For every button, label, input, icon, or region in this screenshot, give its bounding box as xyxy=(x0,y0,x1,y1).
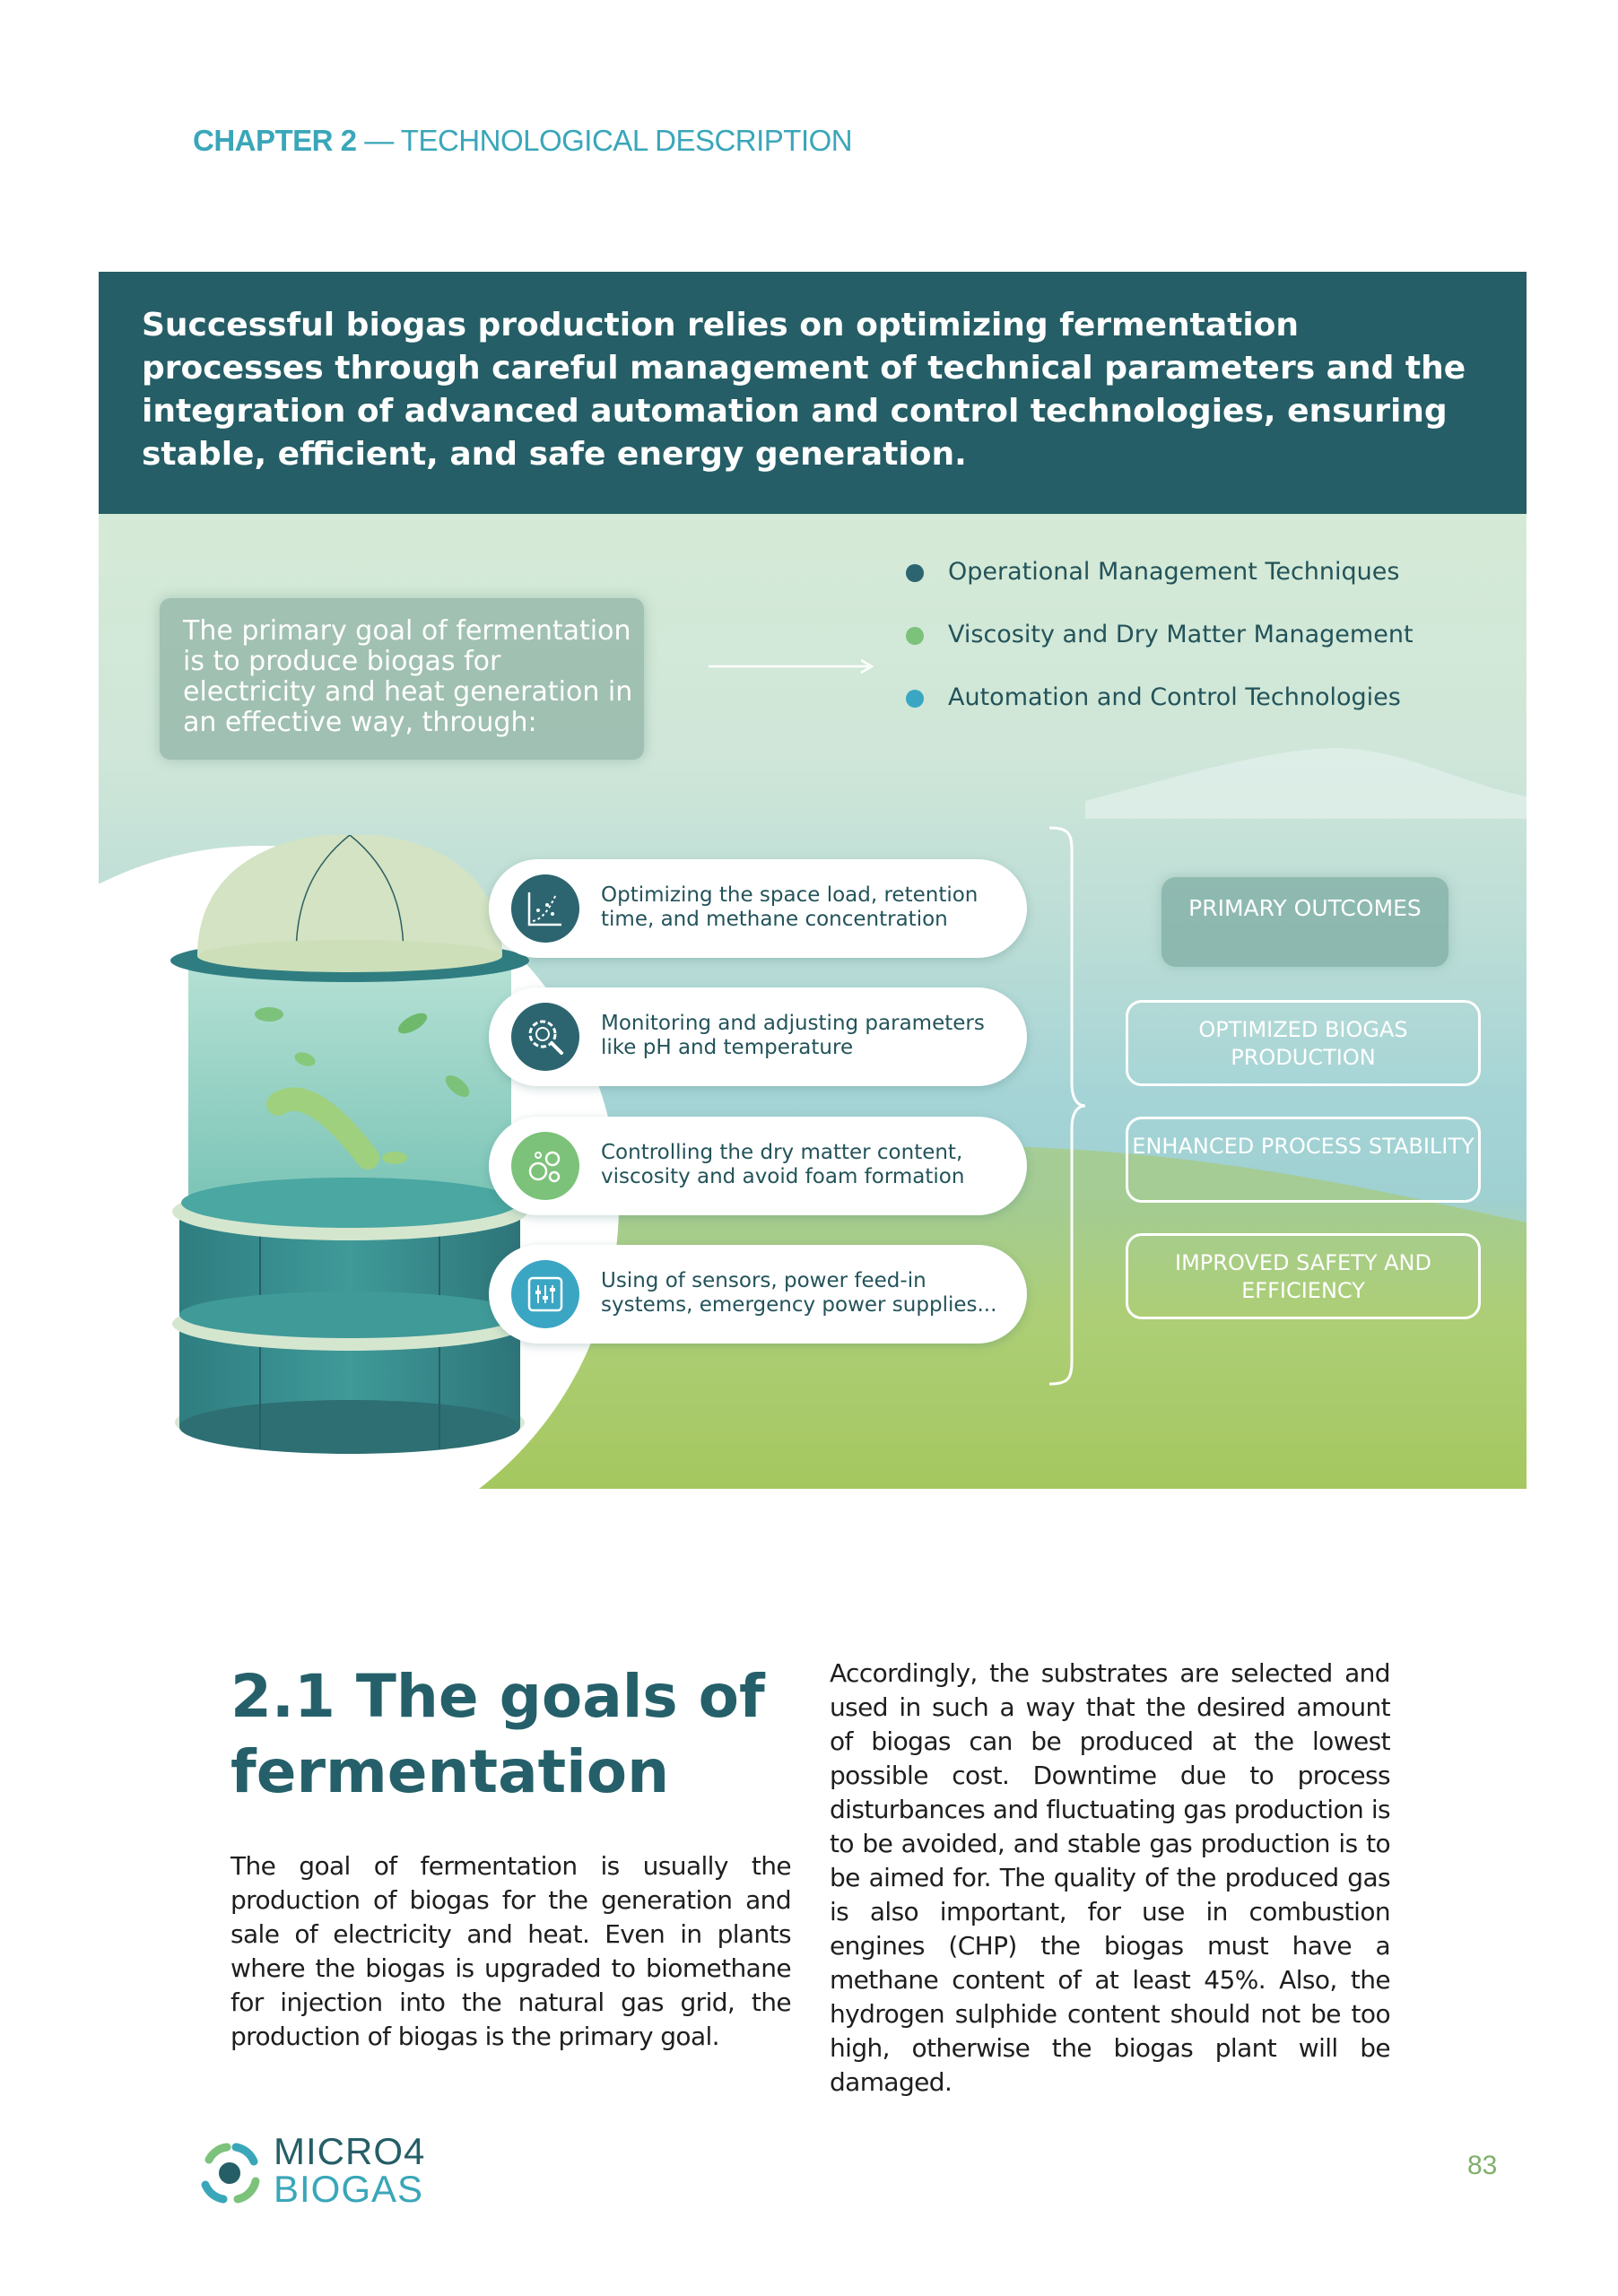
goal-box xyxy=(160,598,644,760)
outcome-safety-efficiency xyxy=(1126,1233,1481,1319)
body-paragraph-2: Accordingly, the substrates are selected and used in such a way that the desired amount of biogas can be produced at the lowest possible cost. Downtime due to process disturbances and fluctuating gas production is to be avoided, and stable gas production is to be aimed for. The quality of the produced gas is also important, for use in combustion engines (CHP) the biogas must have a methane content of at least 45%. Also, the hydrogen sulphide content should not be too high, otherwise the biogas plant will be damaged. xyxy=(830,1658,1390,2097)
logo-mark-icon xyxy=(191,2135,268,2212)
fermentation-infographic xyxy=(99,272,1527,1489)
chapter-label: CHAPTER 2 xyxy=(193,124,357,157)
list-item xyxy=(906,559,1414,622)
outcome-optimized-production xyxy=(1126,1000,1481,1086)
outcome-text: OPTIMIZED BIOGAS PRODUCTION xyxy=(1198,1017,1408,1070)
brace-icon xyxy=(1045,823,1090,1388)
bullet-dot-icon xyxy=(906,627,924,645)
action-text: Using of sensors, power feed-in systems, emergency power supplies... xyxy=(601,1269,997,1317)
infographic-banner xyxy=(99,272,1527,514)
list-item xyxy=(906,684,1414,747)
outcomes-heading-text: PRIMARY OUTCOMES xyxy=(1188,895,1422,921)
bullet-label: Automation and Control Technologies xyxy=(948,683,1401,711)
list-item xyxy=(906,622,1414,684)
outcome-text: ENHANCED PROCESS STABILITY xyxy=(1132,1134,1474,1159)
chapter-separator: — xyxy=(356,124,401,157)
bubbles-icon xyxy=(511,1132,579,1200)
body-paragraph-1: The goal of fermentation is usually the production of biogas for the generation and sale of electricity and heat. Even in plants where the biogas is upgraded to biomethane for injection into the natural gas grid, the production of biogas is the primary goal. xyxy=(231,1851,791,2051)
bullet-label: Viscosity and Dry Matter Management xyxy=(948,621,1414,648)
chart-icon xyxy=(511,874,579,943)
outcome-text: IMPROVED SAFETY AND EFFICIENCY xyxy=(1175,1250,1431,1303)
approach-list xyxy=(906,559,1414,747)
chapter-heading xyxy=(193,124,852,158)
chapter-title: TECHNOLOGICAL DESCRIPTION xyxy=(400,124,853,157)
goal-text: The primary goal of fermentation is to produce biogas for electricity and heat generation in an effective way, through: xyxy=(183,615,633,738)
logo-line-1: MICRO4 xyxy=(274,2130,426,2172)
page-number: 83 xyxy=(1467,2151,1498,2180)
action-text: Monitoring and adjusting parameters like pH and temperature xyxy=(601,1012,985,1059)
action-card-dry-matter xyxy=(489,1117,1027,1215)
action-text: Controlling the dry matter content, viscosity and avoid foam formation xyxy=(601,1141,965,1188)
arrow-right-icon xyxy=(709,657,879,675)
action-card-monitoring xyxy=(489,987,1027,1086)
bullet-dot-icon xyxy=(906,690,924,708)
gear-magnifier-icon xyxy=(511,1003,579,1071)
micro4biogas-logo xyxy=(191,2130,460,2213)
primary-outcomes-heading xyxy=(1161,877,1448,967)
banner-text: Successful biogas production relies on optimizing fermentation processes through careful management of technical parameters and the integration of advanced automation and control technologies, ensuring stable, efficient, and safe energy generation. xyxy=(142,307,1466,473)
control-panel-icon xyxy=(511,1260,579,1328)
outcome-process-stability xyxy=(1126,1117,1481,1203)
section-title: 2.1 The goals of fermentation xyxy=(231,1662,765,1806)
bullet-label: Operational Management Techniques xyxy=(948,558,1400,586)
logo-line-2: BIOGAS xyxy=(274,2168,424,2210)
biogas-digester-illustration xyxy=(161,835,538,1481)
logo-wordmark xyxy=(274,2130,426,2210)
action-text: Optimizing the space load, retention time, and methane concentration xyxy=(601,883,979,931)
action-card-sensors xyxy=(489,1245,1027,1344)
bullet-dot-icon xyxy=(906,564,924,582)
action-card-load-retention xyxy=(489,859,1027,958)
